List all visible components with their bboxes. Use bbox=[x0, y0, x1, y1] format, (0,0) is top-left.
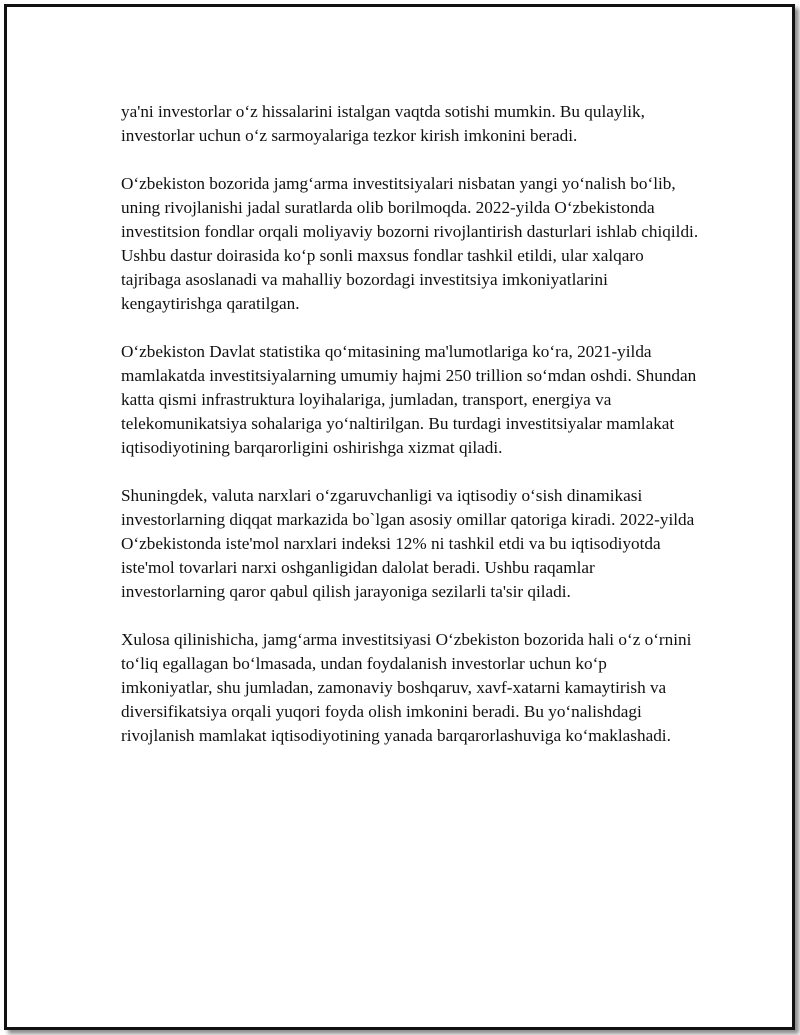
document-page bbox=[4, 4, 795, 1030]
document-body bbox=[121, 100, 701, 748]
paragraph-1: ya'ni investorlar o‘z hissalarini istalgan vaqtda sotishi mumkin. Bu qulaylik, investorlar uchun o‘z sarmoyalariga tezkor kirish imkonini beradi. bbox=[121, 102, 645, 145]
paragraph-3: O‘zbekiston Davlat statistika qo‘mitasining ma'lumotlariga ko‘ra, 2021-yilda mamlakatda investitsiyalarning umumiy hajmi 250 trillion so‘mdan oshdi. Shundan katta qismi infrastruktura loyihalariga, jumladan, transport, energiya va telekomunikatsiya sohalariga yo‘naltirilgan. Bu turdagi investitsiyalar mamlakat iqtisodiyotining barqarorligini oshirishga xizmat qiladi. bbox=[121, 342, 697, 457]
paragraph-4: Shuningdek, valuta narxlari o‘zgaruvchanligi va iqtisodiy o‘sish dinamikasi investorlarning diqqat markazida bo`lgan asosiy omillar qatoriga kiradi. 2022-yilda O‘zbekistonda iste'mol narxlari indeksi 12% ni tashkil etdi va bu iqtisodiyotda iste'mol tovarlari narxi oshganligidan dalolat beradi. Ushbu raqamlar investorlarning qaror qabul qilish jarayoniga sezilarli ta'sir qiladi. bbox=[121, 486, 695, 601]
paragraph-5: Xulosa qilinishicha, jamg‘arma investitsiyasi O‘zbekiston bozorida hali o‘z o‘rnini to‘liq egallagan bo‘lmasada, undan foydalanish investorlar uchun ko‘p imkoniyatlar, shu jumladan, zamonaviy boshqaruv, xavf-xatarni kamaytirish va diversifikatsiya orqali yuqori foyda olish imkonini beradi. Bu yo‘nalishdagi rivojlanish mamlakat iqtisodiyotining yanada barqarorlashuviga ko‘maklashadi. bbox=[121, 630, 692, 745]
paragraph-2: O‘zbekiston bozorida jamg‘arma investitsiyalari nisbatan yangi yo‘nalish bo‘lib, uning rivojlanishi jadal suratlarda olib borilmoqda. 2022-yilda O‘zbekistonda investitsion fondlar orqali moliyaviy bozorni rivojlantirish dasturlari ishlab chiqildi. Ushbu dastur doirasida ko‘p sonli maxsus fondlar tashkil etildi, ular xalqaro tajribaga asoslanadi va mahalliy bozordagi investitsiya imkoniyatlarini kengaytirishga qaratilgan. bbox=[121, 174, 699, 313]
